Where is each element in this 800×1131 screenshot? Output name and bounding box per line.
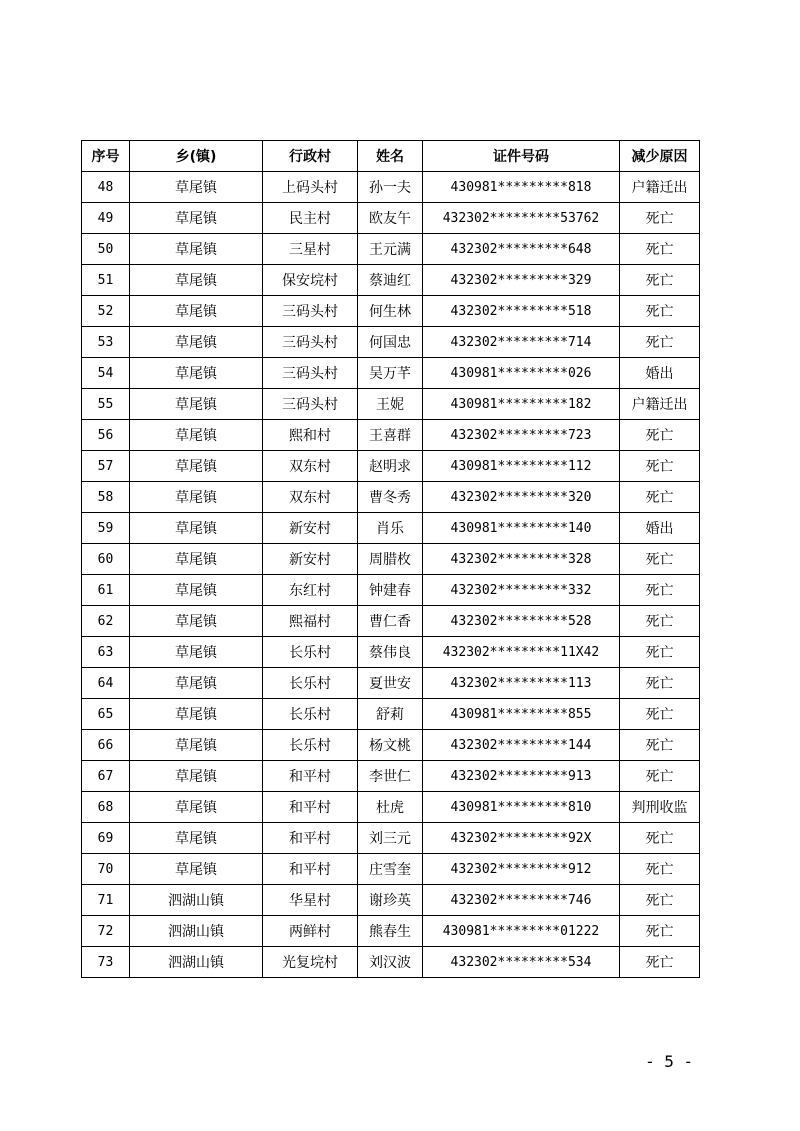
cell-id-number: 432302*********11X42 <box>423 637 620 668</box>
cell-reason: 死亡 <box>620 327 700 358</box>
cell-township: 草尾镇 <box>130 823 263 854</box>
cell-id-number: 432302*********53762 <box>423 203 620 234</box>
cell-village: 和平村 <box>263 792 358 823</box>
cell-name: 周腊枚 <box>358 544 423 575</box>
cell-id-number: 430981*********818 <box>423 172 620 203</box>
cell-id-number: 432302*********92X <box>423 823 620 854</box>
cell-id-number: 432302*********912 <box>423 854 620 885</box>
cell-village: 和平村 <box>263 854 358 885</box>
header-id-number: 证件号码 <box>423 141 620 172</box>
table-row <box>82 544 700 575</box>
cell-name: 钟建春 <box>358 575 423 606</box>
cell-reason: 死亡 <box>620 916 700 947</box>
cell-village: 长乐村 <box>263 637 358 668</box>
cell-name: 王妮 <box>358 389 423 420</box>
cell-name: 吴万芊 <box>358 358 423 389</box>
table-row <box>82 420 700 451</box>
cell-name: 谢珍英 <box>358 885 423 916</box>
cell-village: 上码头村 <box>263 172 358 203</box>
cell-reason: 户籍迁出 <box>620 172 700 203</box>
cell-seq: 62 <box>82 606 130 637</box>
cell-reason: 死亡 <box>620 761 700 792</box>
table-row <box>82 947 700 978</box>
table-row <box>82 885 700 916</box>
cell-seq: 48 <box>82 172 130 203</box>
cell-id-number: 432302*********518 <box>423 296 620 327</box>
cell-name: 刘三元 <box>358 823 423 854</box>
cell-reason: 死亡 <box>620 885 700 916</box>
table-row <box>82 358 700 389</box>
cell-id-number: 430981*********182 <box>423 389 620 420</box>
table-row <box>82 296 700 327</box>
cell-id-number: 430981*********810 <box>423 792 620 823</box>
roster-table <box>81 140 700 978</box>
cell-reason: 死亡 <box>620 668 700 699</box>
cell-reason: 死亡 <box>620 637 700 668</box>
cell-township: 草尾镇 <box>130 730 263 761</box>
cell-id-number: 430981*********855 <box>423 699 620 730</box>
cell-seq: 58 <box>82 482 130 513</box>
cell-seq: 70 <box>82 854 130 885</box>
table-row <box>82 606 700 637</box>
cell-township: 草尾镇 <box>130 544 263 575</box>
header-reason: 减少原因 <box>620 141 700 172</box>
cell-reason: 死亡 <box>620 606 700 637</box>
cell-name: 杜虎 <box>358 792 423 823</box>
header-seq: 序号 <box>82 141 130 172</box>
cell-id-number: 432302*********528 <box>423 606 620 637</box>
cell-name: 夏世安 <box>358 668 423 699</box>
cell-id-number: 432302*********723 <box>423 420 620 451</box>
cell-name: 王喜群 <box>358 420 423 451</box>
cell-reason: 死亡 <box>620 451 700 482</box>
cell-reason: 死亡 <box>620 203 700 234</box>
cell-seq: 72 <box>82 916 130 947</box>
cell-seq: 56 <box>82 420 130 451</box>
cell-township: 草尾镇 <box>130 792 263 823</box>
cell-reason: 户籍迁出 <box>620 389 700 420</box>
cell-id-number: 432302*********648 <box>423 234 620 265</box>
table-row <box>82 916 700 947</box>
cell-id-number: 430981*********026 <box>423 358 620 389</box>
header-name: 姓名 <box>358 141 423 172</box>
table-row <box>82 451 700 482</box>
cell-name: 曹冬秀 <box>358 482 423 513</box>
cell-township: 草尾镇 <box>130 451 263 482</box>
cell-reason: 死亡 <box>620 823 700 854</box>
table-row <box>82 327 700 358</box>
table-row <box>82 482 700 513</box>
cell-village: 长乐村 <box>263 699 358 730</box>
cell-id-number: 430981*********01222 <box>423 916 620 947</box>
table-row <box>82 761 700 792</box>
cell-village: 三码头村 <box>263 296 358 327</box>
cell-seq: 57 <box>82 451 130 482</box>
cell-village: 新安村 <box>263 513 358 544</box>
cell-village: 两鲜村 <box>263 916 358 947</box>
cell-township: 泗湖山镇 <box>130 885 263 916</box>
cell-reason: 死亡 <box>620 482 700 513</box>
cell-village: 三码头村 <box>263 327 358 358</box>
cell-id-number: 432302*********113 <box>423 668 620 699</box>
table-row <box>82 730 700 761</box>
table-body <box>82 172 700 978</box>
cell-township: 草尾镇 <box>130 513 263 544</box>
cell-reason: 死亡 <box>620 296 700 327</box>
table-row <box>82 513 700 544</box>
cell-township: 草尾镇 <box>130 203 263 234</box>
cell-id-number: 432302*********534 <box>423 947 620 978</box>
cell-seq: 69 <box>82 823 130 854</box>
cell-name: 何生林 <box>358 296 423 327</box>
cell-id-number: 430981*********140 <box>423 513 620 544</box>
cell-seq: 68 <box>82 792 130 823</box>
cell-reason: 判刑收监 <box>620 792 700 823</box>
cell-id-number: 432302*********320 <box>423 482 620 513</box>
cell-name: 蔡迪红 <box>358 265 423 296</box>
cell-id-number: 432302*********746 <box>423 885 620 916</box>
table-row <box>82 637 700 668</box>
cell-seq: 66 <box>82 730 130 761</box>
cell-township: 草尾镇 <box>130 606 263 637</box>
cell-village: 东红村 <box>263 575 358 606</box>
table-row <box>82 854 700 885</box>
cell-village: 保安垸村 <box>263 265 358 296</box>
cell-village: 民主村 <box>263 203 358 234</box>
cell-reason: 死亡 <box>620 699 700 730</box>
table-header-row <box>82 141 700 172</box>
cell-township: 泗湖山镇 <box>130 916 263 947</box>
cell-id-number: 432302*********332 <box>423 575 620 606</box>
cell-township: 草尾镇 <box>130 575 263 606</box>
cell-village: 和平村 <box>263 761 358 792</box>
cell-reason: 死亡 <box>620 265 700 296</box>
cell-id-number: 432302*********328 <box>423 544 620 575</box>
cell-village: 熙福村 <box>263 606 358 637</box>
cell-reason: 死亡 <box>620 854 700 885</box>
cell-township: 草尾镇 <box>130 358 263 389</box>
cell-name: 蔡伟良 <box>358 637 423 668</box>
cell-township: 草尾镇 <box>130 234 263 265</box>
cell-name: 何国忠 <box>358 327 423 358</box>
cell-seq: 50 <box>82 234 130 265</box>
cell-village: 华星村 <box>263 885 358 916</box>
cell-name: 孙一夫 <box>358 172 423 203</box>
header-village: 行政村 <box>263 141 358 172</box>
cell-village: 长乐村 <box>263 668 358 699</box>
table-row <box>82 234 700 265</box>
cell-seq: 59 <box>82 513 130 544</box>
cell-village: 三码头村 <box>263 358 358 389</box>
cell-seq: 49 <box>82 203 130 234</box>
cell-reason: 死亡 <box>620 730 700 761</box>
cell-township: 草尾镇 <box>130 668 263 699</box>
cell-name: 舒莉 <box>358 699 423 730</box>
cell-seq: 55 <box>82 389 130 420</box>
cell-name: 王元满 <box>358 234 423 265</box>
cell-name: 赵明求 <box>358 451 423 482</box>
cell-township: 草尾镇 <box>130 761 263 792</box>
cell-seq: 54 <box>82 358 130 389</box>
table-row <box>82 265 700 296</box>
table-row <box>82 668 700 699</box>
cell-village: 三星村 <box>263 234 358 265</box>
cell-township: 草尾镇 <box>130 482 263 513</box>
cell-township: 草尾镇 <box>130 854 263 885</box>
cell-village: 新安村 <box>263 544 358 575</box>
cell-name: 欧友午 <box>358 203 423 234</box>
table-row <box>82 172 700 203</box>
cell-id-number: 432302*********714 <box>423 327 620 358</box>
page-number: - 5 - <box>645 1052 694 1071</box>
cell-township: 草尾镇 <box>130 327 263 358</box>
table-row <box>82 792 700 823</box>
cell-seq: 61 <box>82 575 130 606</box>
cell-seq: 60 <box>82 544 130 575</box>
table-row <box>82 575 700 606</box>
cell-id-number: 432302*********913 <box>423 761 620 792</box>
cell-township: 草尾镇 <box>130 420 263 451</box>
header-township: 乡(镇) <box>130 141 263 172</box>
cell-name: 杨文桃 <box>358 730 423 761</box>
cell-township: 草尾镇 <box>130 265 263 296</box>
cell-reason: 婚出 <box>620 358 700 389</box>
cell-name: 庄雪奎 <box>358 854 423 885</box>
cell-township: 泗湖山镇 <box>130 947 263 978</box>
cell-village: 双东村 <box>263 451 358 482</box>
cell-seq: 63 <box>82 637 130 668</box>
cell-reason: 死亡 <box>620 575 700 606</box>
cell-reason: 死亡 <box>620 544 700 575</box>
table-row <box>82 699 700 730</box>
cell-township: 草尾镇 <box>130 637 263 668</box>
cell-reason: 死亡 <box>620 947 700 978</box>
cell-township: 草尾镇 <box>130 172 263 203</box>
cell-seq: 71 <box>82 885 130 916</box>
table-row <box>82 203 700 234</box>
cell-name: 刘汉波 <box>358 947 423 978</box>
cell-seq: 53 <box>82 327 130 358</box>
table-row <box>82 389 700 420</box>
table-row <box>82 823 700 854</box>
cell-id-number: 430981*********112 <box>423 451 620 482</box>
cell-village: 熙和村 <box>263 420 358 451</box>
cell-reason: 婚出 <box>620 513 700 544</box>
cell-village: 双东村 <box>263 482 358 513</box>
cell-township: 草尾镇 <box>130 699 263 730</box>
cell-village: 光复垸村 <box>263 947 358 978</box>
cell-township: 草尾镇 <box>130 296 263 327</box>
cell-seq: 64 <box>82 668 130 699</box>
cell-seq: 67 <box>82 761 130 792</box>
cell-name: 熊春生 <box>358 916 423 947</box>
cell-seq: 52 <box>82 296 130 327</box>
cell-village: 长乐村 <box>263 730 358 761</box>
cell-reason: 死亡 <box>620 420 700 451</box>
cell-village: 三码头村 <box>263 389 358 420</box>
cell-id-number: 432302*********329 <box>423 265 620 296</box>
cell-name: 李世仁 <box>358 761 423 792</box>
cell-seq: 65 <box>82 699 130 730</box>
cell-seq: 73 <box>82 947 130 978</box>
cell-name: 肖乐 <box>358 513 423 544</box>
cell-name: 曹仁香 <box>358 606 423 637</box>
cell-reason: 死亡 <box>620 234 700 265</box>
cell-township: 草尾镇 <box>130 389 263 420</box>
cell-id-number: 432302*********144 <box>423 730 620 761</box>
cell-village: 和平村 <box>263 823 358 854</box>
cell-seq: 51 <box>82 265 130 296</box>
